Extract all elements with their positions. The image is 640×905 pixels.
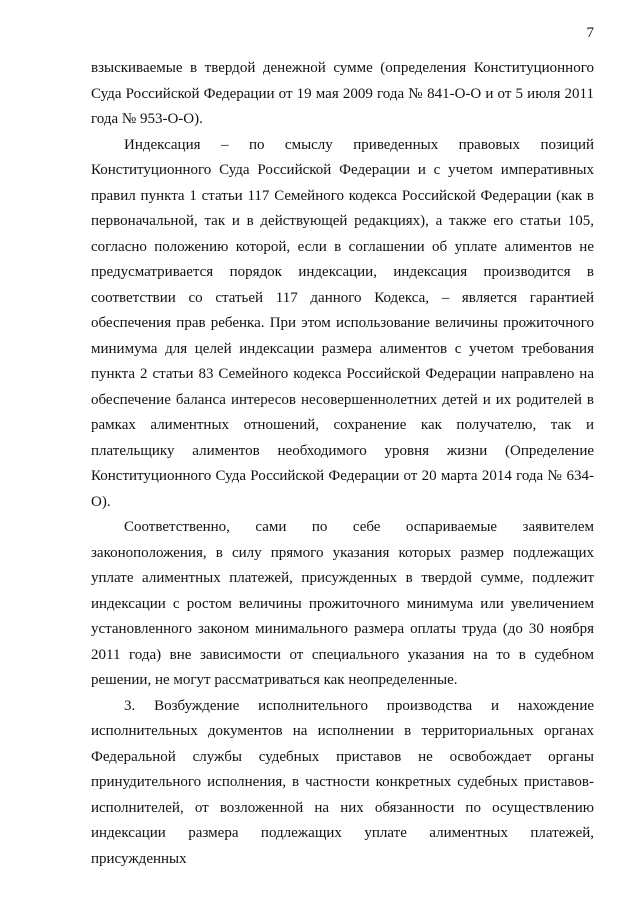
- page-number: 7: [586, 25, 594, 41]
- paragraph-continued: взыскиваемые в твердой денежной сумме (определения Конституционного Суда Российской Федерации от 19 мая 2009 года № 841-О-О и от 5 июля 2011 года № 953-О-О).: [91, 60, 594, 127]
- paragraph-indexation: Индексация – по смыслу приведенных правовых позиций Конституционного Суда Российской Федерации и с учетом императивных правил пункта 1 статьи 117 Семейного кодекса Российской Федерации (как в первоначальной, так и в действующей редакциях), а также его статьи 105, согласно положению которой, если в соглашении об уплате алиментов не предусматривается порядок индексации, индексация производится в соответствии со статьей 117 данного Кодекса, – является гарантией обеспечения прав ребенка. При этом использование величины прожиточного минимума для целей индексации размера алиментов с учетом требования пункта 2 статьи 83 Семейного кодекса Российской Федерации направлено на обеспечение баланса интересов несовершеннолетних детей и их родителей в рамках алиментных отношений, сохранение как получателю, так и плательщику алиментов необходимого уровня жизни (Определение Конституционного Суда Российской Федерации от 20 марта 2014 года № 634-О).: [91, 136, 594, 510]
- document-body: [91, 56, 594, 872]
- paragraph-point-3: 3. Возбуждение исполнительного производства и нахождение исполнительных документов на исполнении в территориальных органах Федеральной службы судебных приставов не освобождает органы принудительного исполнения, в частности конкретных судебных приставов-исполнителей, от возложенной на них обязанности по осуществлению индексации размера подлежащих уплате алиментных платежей, присужденных: [91, 697, 594, 867]
- paragraph-accordingly: Соответственно, сами по себе оспариваемые заявителем законоположения, в силу прямого указания которых размер подлежащих уплате алиментных платежей, присужденных в твердой сумме, подлежит индексации с ростом величины прожиточного минимума или увеличением установленного законом минимального размера оплаты труда (до 30 ноября 2011 года) вне зависимости от специального указания на то в судебном решении, не могут рассматриваться как неопределенные.: [91, 519, 594, 688]
